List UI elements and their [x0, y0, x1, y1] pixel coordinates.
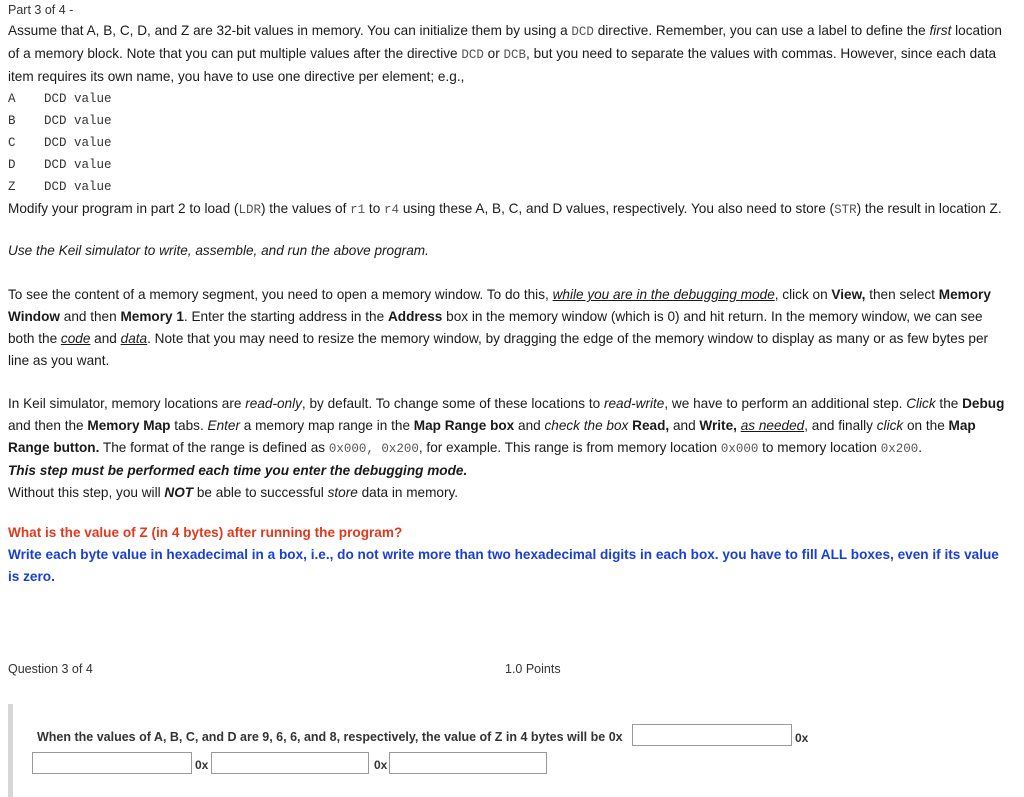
code-line: C DCD value: [8, 136, 112, 150]
question-box: [8, 704, 1023, 797]
must-note: This step must be performed each time you enter the debugging mode.: [8, 463, 468, 478]
without-note: Without this step, you will NOT be able to successful store data in memory.: [8, 485, 459, 500]
hex-prefix: 0x: [374, 758, 388, 772]
code-line: A DCD value: [8, 92, 112, 106]
intro-paragraph: Assume that A, B, C, D, and Z are 32-bit values in memory. You can initialize them by using a DCD directive. Remember, you can use a label to define the first location of a memory block. Note that you can put multiple values after the directive DCD or DCB, but you need to separate the values with commas. However, since each data item requires its own name, you have to use one directive per element; e.g.,: [8, 23, 1002, 84]
answer-byte-3-input[interactable]: [211, 752, 369, 774]
part-label: Part 3 of 4 -: [8, 3, 74, 17]
hex-prefix: 0x: [195, 758, 209, 772]
code-line: D DCD value: [8, 158, 112, 172]
code-example: [8, 88, 112, 198]
read-only-paragraph: In Keil simulator, memory locations are read-only, by default. To change some of these locations to read-write, we have to perform an additional step. Click the Debug and then the Memory Map tabs. Enter a memory map range in the Map Range box and check the box Read, and Write, as needed, and finally click on the Map Range button. The format of the range is defined as 0x000, 0x200, for example. This range is from memory location 0x000 to memory location 0x200.: [8, 396, 1005, 456]
modify-paragraph: Modify your program in part 2 to load (LDR) the values of r1 to r4 using these A, B, C, and D values, respectively. You also need to store (STR) the result in location Z.: [8, 201, 1002, 217]
answer-byte-4-input[interactable]: [389, 752, 547, 774]
code-line: Z DCD value: [8, 180, 112, 194]
question-points: 1.0 Points: [505, 662, 561, 676]
answer-byte-2-input[interactable]: [32, 752, 192, 774]
memory-window-paragraph: To see the content of a memory segment, you need to open a memory window. To do this, while you are in the debugging mode, click on View, then select Memory Window and then Memory 1. Enter the starting address in the Address box in the memory window (which is 0) and hit return. In the memory window, we can see both the code and data. Note that you may need to resize the memory window, by dragging the edge of the memory window to display as many or as few bytes per line as you want.: [8, 287, 991, 368]
question-number: Question 3 of 4: [8, 662, 93, 676]
code-line: B DCD value: [8, 114, 112, 128]
keil-note: Use the Keil simulator to write, assemble, and run the above program.: [8, 243, 429, 258]
question-text: When the values of A, B, C, and D are 9, 6, 6, and 8, respectively, the value of Z in 4 bytes will be 0x: [37, 730, 623, 744]
question-instructions: Write each byte value in hexadecimal in a box, i.e., do not write more than two hexadecimal digits in each box. you have to fill ALL boxes, even if its value is zero.: [8, 547, 999, 584]
question-content: [8, 0, 1008, 588]
question-heading: What is the value of Z (in 4 bytes) after running the program?: [8, 525, 403, 540]
answer-byte-1-input[interactable]: [632, 724, 792, 746]
hex-prefix: 0x: [795, 731, 809, 745]
